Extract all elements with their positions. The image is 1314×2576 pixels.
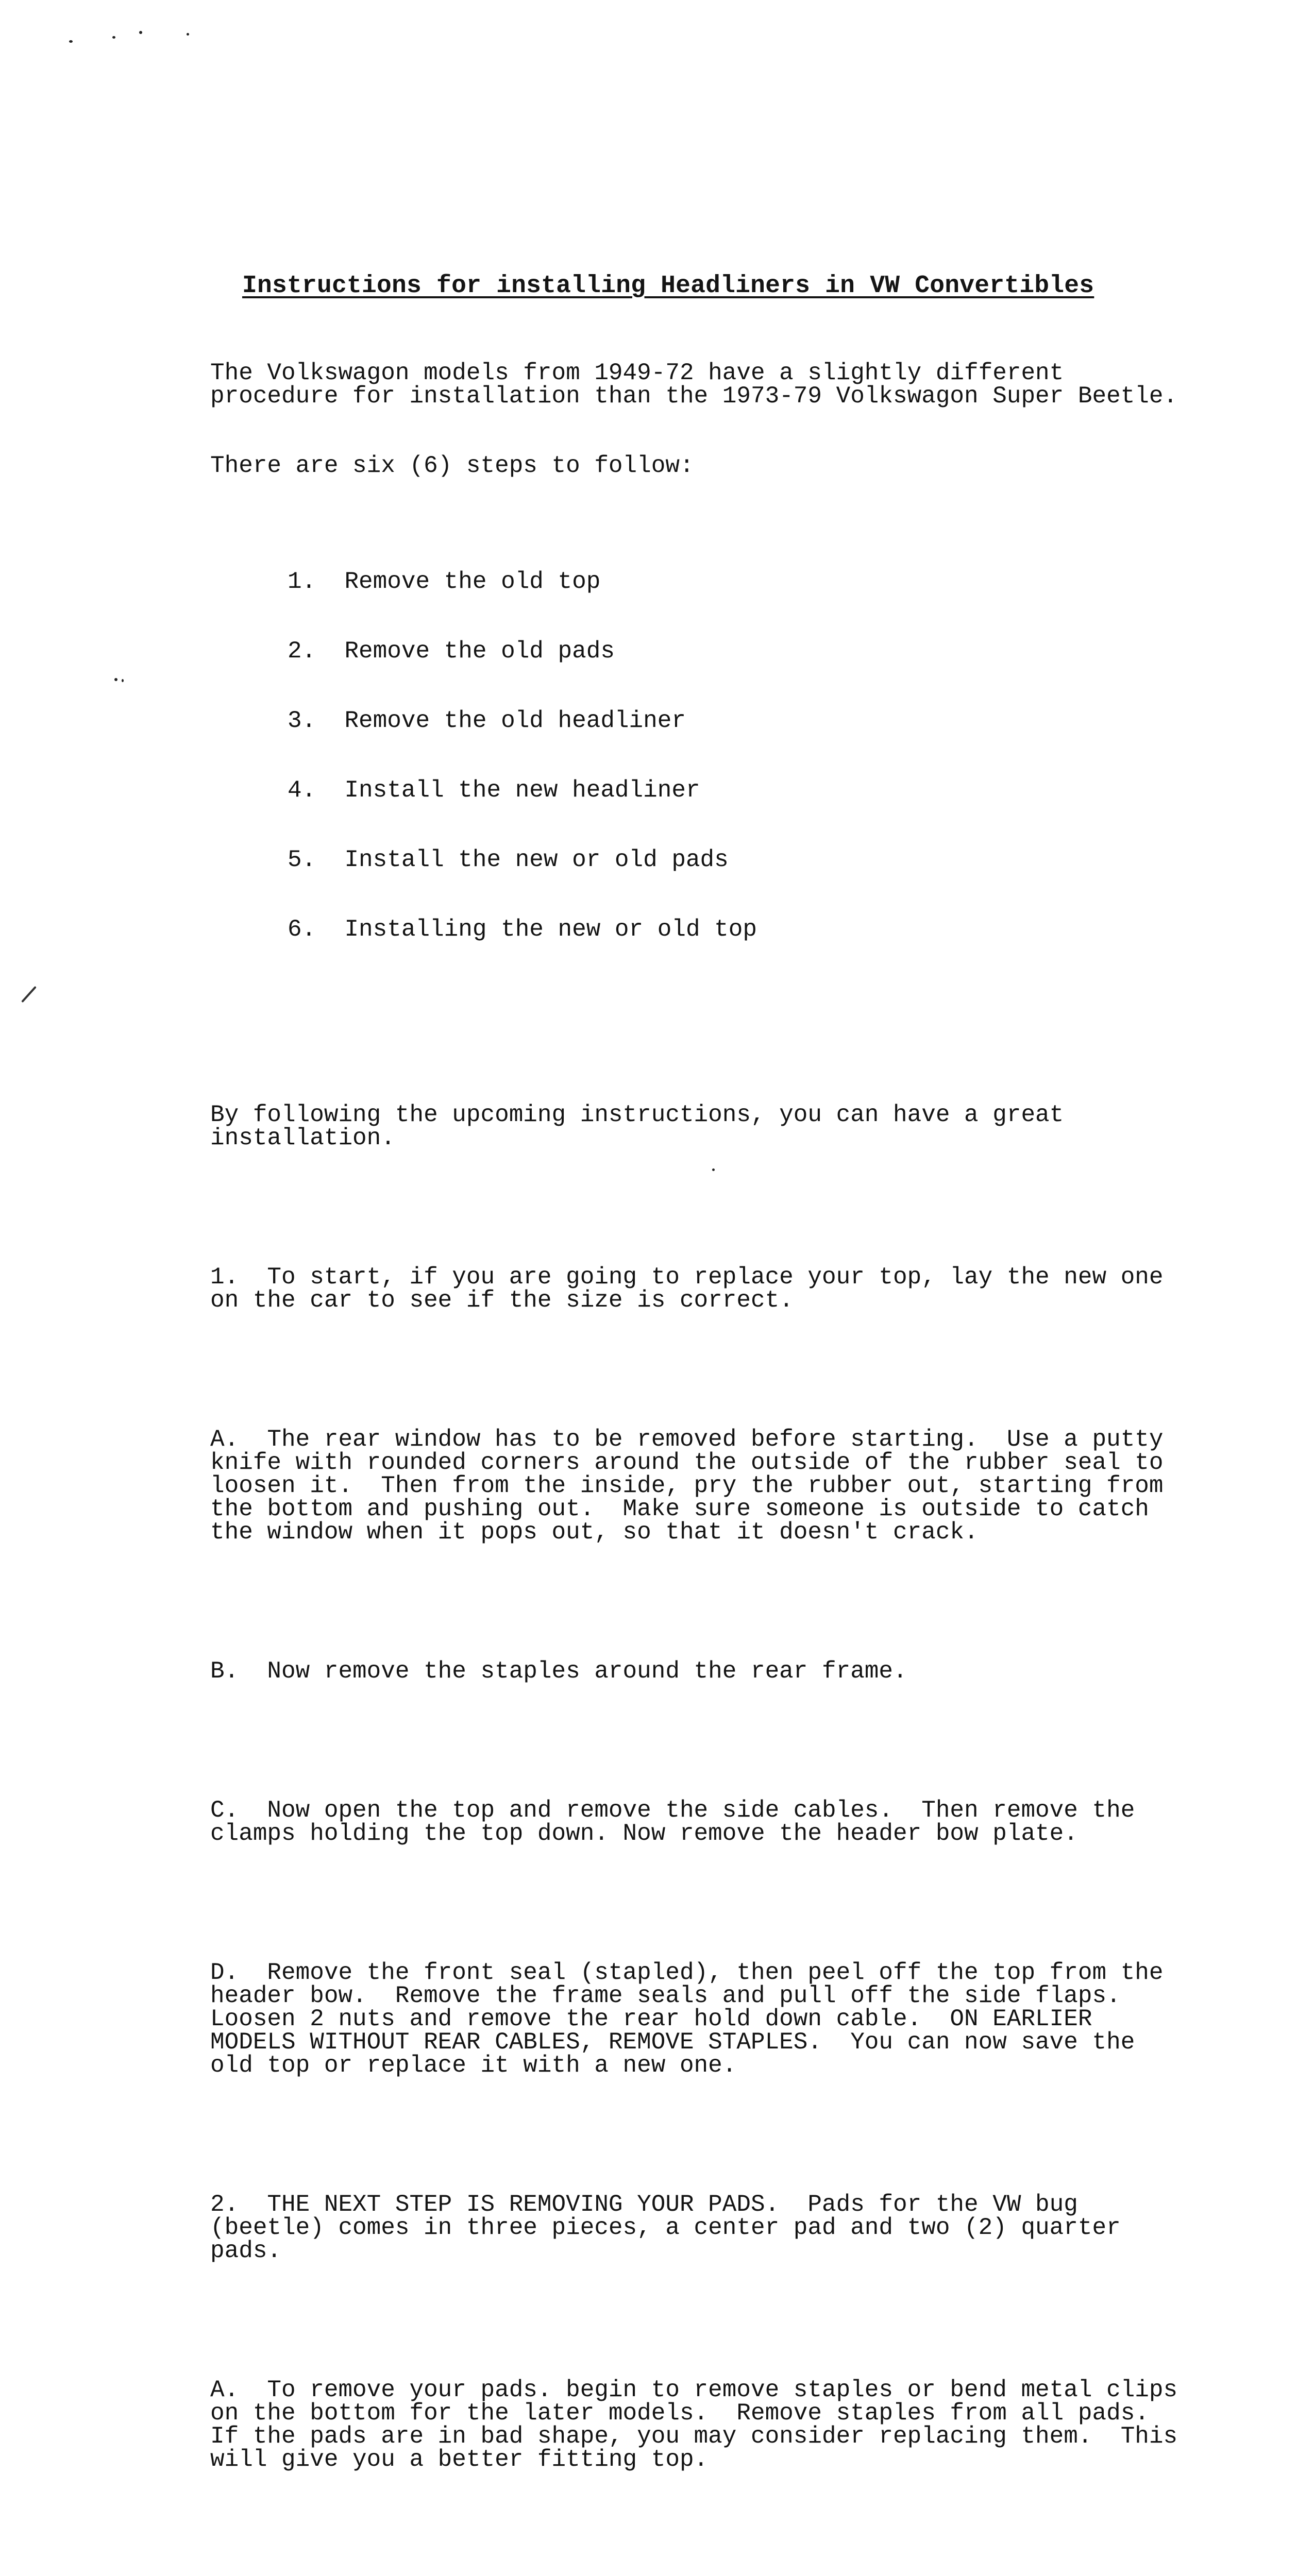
step-text: Remove the old headliner bbox=[344, 707, 686, 734]
scan-speck bbox=[122, 679, 124, 682]
section-2-heading: 2. THE NEXT STEP IS REMOVING YOUR PADS. Pads for the VW bug (beetle) comes in three pieces, a center pad and two (2) quarter pads. bbox=[210, 2191, 1135, 2264]
section-1-d: D. Remove the front seal (stapled), then peel off the top from the header bow. Remove the frame seals and pull off the side flaps. Loosen 2 nuts and remove the rear hold down cable. ON EARLIER MODELS WITHOUT REAR CABLES, REMOVE STAPLES. You can now save the old top or replace it with a new one. bbox=[210, 1959, 1178, 2079]
step-number: 1. bbox=[288, 568, 316, 595]
intro-paragraph: The Volkswagon models from 1949-72 have a slightly different procedure for installation than the 1973-79 Volkswagon Super Beetle. bbox=[210, 360, 1178, 410]
section-1-c: C. Now open the top and remove the side cables. Then remove the clamps holding the top down. Now remove the header bow plate. bbox=[210, 1797, 1149, 1847]
step-text: Install the new or old pads bbox=[344, 846, 729, 873]
step-item bbox=[210, 640, 1179, 663]
steps-list bbox=[210, 524, 1179, 988]
step-number: 4. bbox=[288, 777, 316, 804]
step-item bbox=[210, 570, 1179, 594]
section-1-b: B. Now remove the staples around the rear frame. bbox=[210, 1658, 907, 1685]
steps-lead: There are six (6) steps to follow: bbox=[210, 452, 694, 479]
step-item bbox=[210, 846, 1179, 873]
step-number: 3. bbox=[288, 707, 316, 734]
step-text: Installing the new or old top bbox=[344, 916, 757, 943]
document-body bbox=[210, 315, 1192, 2576]
scan-speck bbox=[139, 31, 142, 34]
lead-in-paragraph: By following the upcoming instructions, you can have a great installation. bbox=[210, 1101, 1078, 1151]
scan-speck bbox=[187, 33, 189, 36]
step-item bbox=[210, 779, 1179, 802]
step-number: 2. bbox=[288, 638, 316, 665]
document-page bbox=[210, 0, 1192, 2473]
document-title: Instructions for installing Headliners in VW Convertibles bbox=[242, 272, 1094, 300]
scan-speck bbox=[112, 36, 115, 39]
step-text: Remove the old top bbox=[344, 568, 601, 595]
step-number: 6. bbox=[288, 916, 316, 943]
step-text: Remove the old pads bbox=[344, 638, 615, 665]
step-item bbox=[210, 918, 1179, 941]
step-number: 5. bbox=[288, 846, 316, 873]
margin-pen-mark bbox=[21, 986, 37, 1003]
section-1-a: A. The rear window has to be removed before starting. Use a putty knife with rounded corners around the outside of the rubber seal to loosen it. Then from the inside, pry the rubber out, starting from the bottom and pushing out. Make sure someone is outside to catch the window when it pops out, so that it doesn't crack. bbox=[210, 1426, 1178, 1546]
step-text: Install the new headliner bbox=[344, 777, 700, 804]
section-1-heading: 1. To start, if you are going to replace your top, lay the new one on the car to see if the size is correct. bbox=[210, 1264, 1178, 1314]
scan-speck bbox=[114, 678, 117, 681]
step-item bbox=[210, 709, 1179, 733]
section-2-a: A. To remove your pads. begin to remove staples or bend metal clips on the bottom for the later models. Remove staples from all pads. If the pads are in bad shape, you may consider replacing them. This will give you a better fitting top. bbox=[210, 2377, 1192, 2473]
scan-speck bbox=[69, 40, 73, 43]
